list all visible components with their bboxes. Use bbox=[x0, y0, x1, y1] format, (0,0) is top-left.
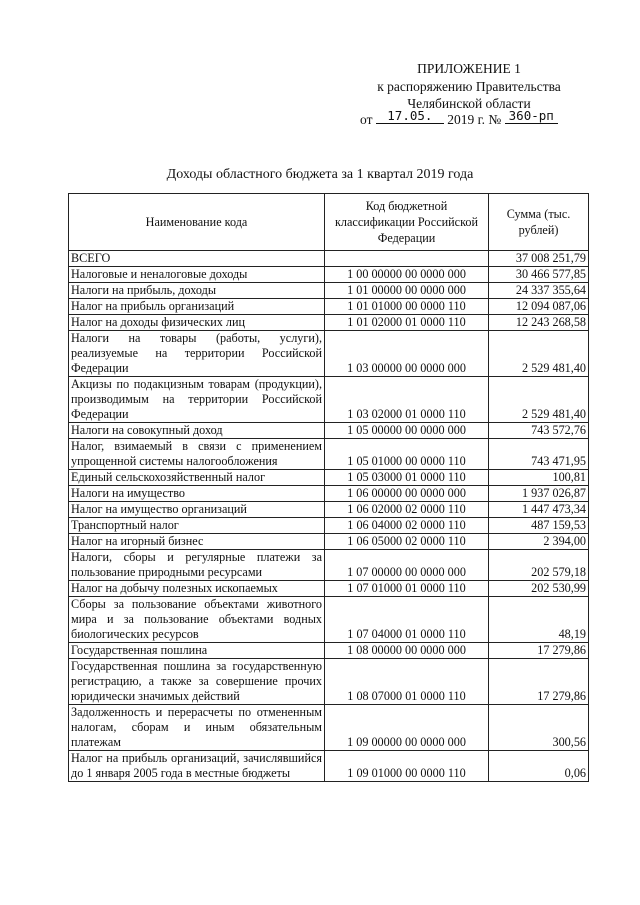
row-name: Налог на добычу полезных ископаемых bbox=[69, 581, 325, 597]
appendix-header bbox=[345, 60, 593, 113]
row-code: 1 07 04000 01 0000 110 bbox=[325, 597, 489, 643]
header-code: Код бюджетной классификации Российской Федерации bbox=[325, 194, 489, 251]
row-name: Налог на прибыль организаций, зачислявшийся до 1 января 2005 года в местные бюджеты bbox=[69, 751, 325, 782]
row-sum: 37 008 251,79 bbox=[489, 251, 589, 267]
row-code: 1 03 00000 00 0000 000 bbox=[325, 331, 489, 377]
table-row bbox=[69, 751, 589, 782]
table-row bbox=[69, 299, 589, 315]
row-name: Налоги на совокупный доход bbox=[69, 423, 325, 439]
table-row bbox=[69, 267, 589, 283]
row-code: 1 08 07000 01 0000 110 bbox=[325, 659, 489, 705]
row-name: Налог на доходы физических лиц bbox=[69, 315, 325, 331]
row-code: 1 06 04000 02 0000 110 bbox=[325, 518, 489, 534]
row-code: 1 07 01000 01 0000 110 bbox=[325, 581, 489, 597]
row-code: 1 09 00000 00 0000 000 bbox=[325, 705, 489, 751]
row-sum: 100,81 bbox=[489, 470, 589, 486]
row-name: Налог, взимаемый в связи с применением упрощенной системы налогообложения bbox=[69, 439, 325, 470]
budget-table bbox=[68, 193, 589, 782]
table-row bbox=[69, 486, 589, 502]
appendix-title: ПРИЛОЖЕНИЕ 1 bbox=[417, 61, 521, 76]
row-sum: 743 471,95 bbox=[489, 439, 589, 470]
row-code: 1 06 05000 02 0000 110 bbox=[325, 534, 489, 550]
row-code: 1 06 02000 02 0000 110 bbox=[325, 502, 489, 518]
handwritten-number: 360-рп bbox=[505, 109, 558, 124]
row-name: Налоги на товары (работы, услуги), реализуемые на территории Российской Федерации bbox=[69, 331, 325, 377]
year-number-label: 2019 г. № bbox=[447, 112, 502, 127]
table-row bbox=[69, 705, 589, 751]
table-row bbox=[69, 502, 589, 518]
row-name: Налоги, сборы и регулярные платежи за пользование природными ресурсами bbox=[69, 550, 325, 581]
table-row bbox=[69, 423, 589, 439]
row-code: 1 01 00000 00 0000 000 bbox=[325, 283, 489, 299]
row-name: Единый сельскохозяйственный налог bbox=[69, 470, 325, 486]
table-row bbox=[69, 283, 589, 299]
row-code: 1 05 00000 00 0000 000 bbox=[325, 423, 489, 439]
row-name: Налог на игорный бизнес bbox=[69, 534, 325, 550]
row-name: ВСЕГО bbox=[69, 251, 325, 267]
appendix-line-2: Челябинской области bbox=[407, 96, 531, 111]
row-name: Задолженность и перерасчеты по отмененным налогам, сборам и иным обязательным платежам bbox=[69, 705, 325, 751]
row-sum: 300,56 bbox=[489, 705, 589, 751]
appendix-line-1: к распоряжению Правительства bbox=[377, 78, 561, 94]
row-code: 1 06 00000 00 0000 000 bbox=[325, 486, 489, 502]
row-name: Государственная пошлина bbox=[69, 643, 325, 659]
table-row bbox=[69, 597, 589, 643]
appendix-date-line bbox=[360, 108, 600, 128]
row-code: 1 05 03000 01 0000 110 bbox=[325, 470, 489, 486]
row-sum: 2 529 481,40 bbox=[489, 331, 589, 377]
table-row bbox=[69, 659, 589, 705]
table-header-row bbox=[69, 194, 589, 251]
row-code: 1 08 00000 00 0000 000 bbox=[325, 643, 489, 659]
row-name: Налог на имущество организаций bbox=[69, 502, 325, 518]
row-code: 1 09 01000 00 0000 110 bbox=[325, 751, 489, 782]
row-code: 1 05 01000 00 0000 110 bbox=[325, 439, 489, 470]
document-title: Доходы областного бюджета за 1 квартал 2019 года bbox=[166, 167, 474, 182]
row-code: 1 01 02000 01 0000 110 bbox=[325, 315, 489, 331]
row-code: 1 07 00000 00 0000 000 bbox=[325, 550, 489, 581]
row-sum: 2 394,00 bbox=[489, 534, 589, 550]
row-name: Налоги на имущество bbox=[69, 486, 325, 502]
row-name: Государственная пошлина за государственную регистрацию, а также за совершение прочих юридически значимых действий bbox=[69, 659, 325, 705]
header-sum: Сумма (тыс. рублей) bbox=[489, 194, 589, 251]
table-row bbox=[69, 251, 589, 267]
table-row bbox=[69, 377, 589, 423]
row-name: Акцизы по подакцизным товарам (продукции), производимым на территории Российской Федерации bbox=[69, 377, 325, 423]
table-row bbox=[69, 581, 589, 597]
row-sum: 24 337 355,64 bbox=[489, 283, 589, 299]
table-row bbox=[69, 439, 589, 470]
row-sum: 1 447 473,34 bbox=[489, 502, 589, 518]
row-sum: 202 579,18 bbox=[489, 550, 589, 581]
row-sum: 12 243 268,58 bbox=[489, 315, 589, 331]
row-code: 1 01 01000 00 0000 110 bbox=[325, 299, 489, 315]
table-row bbox=[69, 315, 589, 331]
row-sum: 17 279,86 bbox=[489, 659, 589, 705]
table-row bbox=[69, 550, 589, 581]
date-prefix: от bbox=[360, 112, 373, 127]
table-row bbox=[69, 643, 589, 659]
row-code: 1 03 02000 01 0000 110 bbox=[325, 377, 489, 423]
row-sum: 48,19 bbox=[489, 597, 589, 643]
row-code: 1 00 00000 00 0000 000 bbox=[325, 267, 489, 283]
row-sum: 2 529 481,40 bbox=[489, 377, 589, 423]
row-sum: 0,06 bbox=[489, 751, 589, 782]
row-sum: 30 466 577,85 bbox=[489, 267, 589, 283]
table-row bbox=[69, 534, 589, 550]
header-name: Наименование кода bbox=[69, 194, 325, 251]
row-sum: 12 094 087,06 bbox=[489, 299, 589, 315]
row-sum: 1 937 026,87 bbox=[489, 486, 589, 502]
table-row bbox=[69, 331, 589, 377]
table-row bbox=[69, 518, 589, 534]
row-sum: 17 279,86 bbox=[489, 643, 589, 659]
row-sum: 202 530,99 bbox=[489, 581, 589, 597]
table-row bbox=[69, 470, 589, 486]
handwritten-date: 17.05. bbox=[376, 109, 444, 124]
row-sum: 743 572,76 bbox=[489, 423, 589, 439]
row-name: Налог на прибыль организаций bbox=[69, 299, 325, 315]
row-name: Налоги на прибыль, доходы bbox=[69, 283, 325, 299]
row-sum: 487 159,53 bbox=[489, 518, 589, 534]
row-code bbox=[325, 251, 489, 267]
row-name: Транспортный налог bbox=[69, 518, 325, 534]
row-name: Налоговые и неналоговые доходы bbox=[69, 267, 325, 283]
row-name: Сборы за пользование объектами животного мира и за пользование объектами водных биологических ресурсов bbox=[69, 597, 325, 643]
